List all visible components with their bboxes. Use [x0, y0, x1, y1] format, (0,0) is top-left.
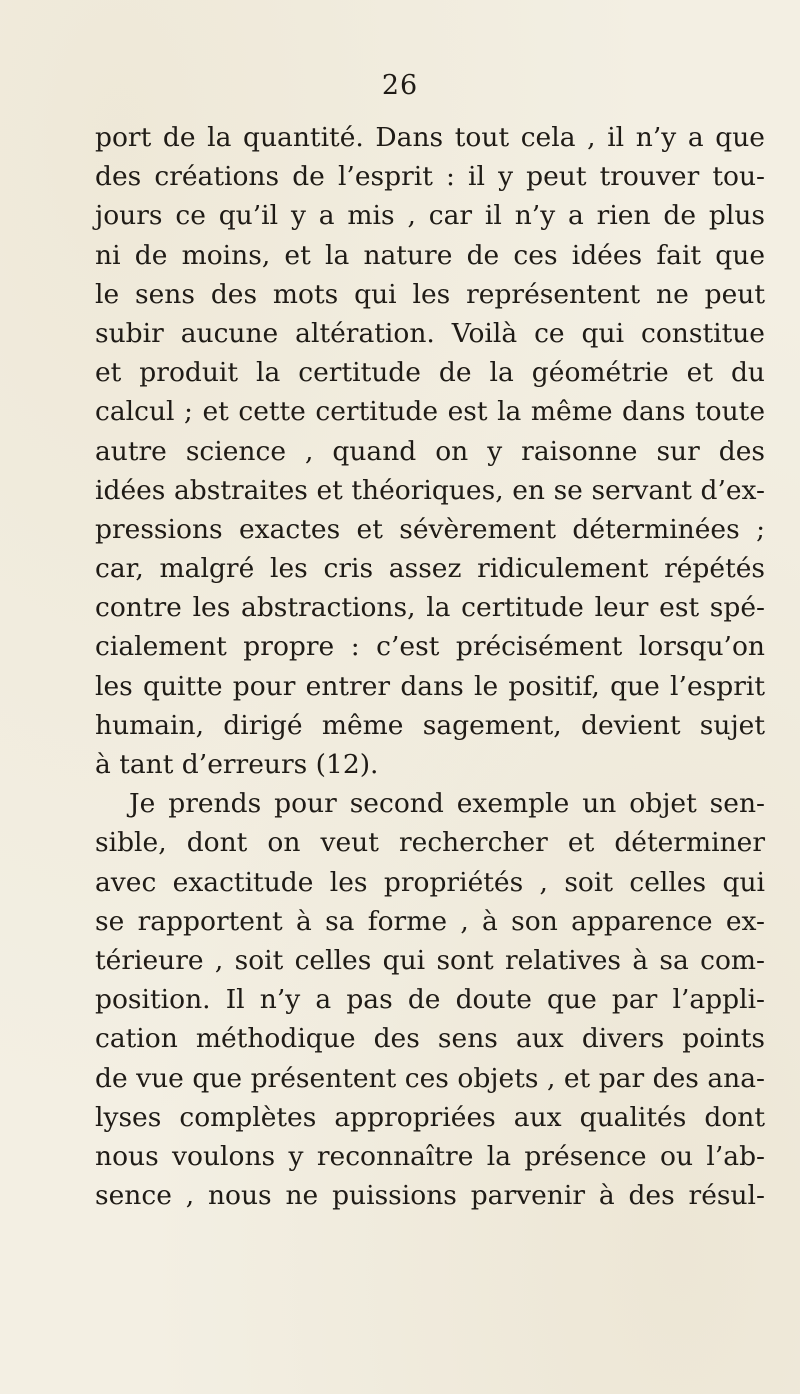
text-line: idées abstraites et théoriques, en se servant d’ex-	[95, 474, 765, 506]
text-line: cialement propre : c’est précisément lorsqu’on	[95, 631, 765, 663]
text-line: à tant d’erreurs (12).	[95, 749, 379, 780]
text-line: avec exactitude les propriétés , soit celles qui	[95, 866, 765, 898]
text-line: des créations de l’esprit : il y peut trouver tou-	[95, 161, 765, 193]
page-number: 26	[381, 70, 419, 101]
text-line: Je prends pour second exemple un objet sen-	[129, 788, 765, 820]
text-line: et produit la certitude de la géométrie et du	[95, 357, 765, 389]
text-line: les quitte pour entrer dans le positif, que l’esprit	[95, 670, 765, 702]
text-line: calcul ; et cette certitude est la même dans toute	[95, 396, 765, 428]
text-line: de vue que présentent ces objets , et par des ana-	[95, 1062, 765, 1094]
text-line: port de la quantité. Dans tout cela , il n’y a que	[95, 122, 765, 153]
text-line: sence , nous ne puissions parvenir à des résul-	[95, 1180, 765, 1212]
text-line: jours ce qu’il y a mis , car il n’y a rien de plus	[95, 200, 765, 232]
text-line: contre les abstractions, la certitude leur est spé-	[95, 592, 765, 624]
text-line: subir aucune altération. Voilà ce qui constitue	[95, 317, 765, 349]
text-line: lyses complètes appropriées aux qualités dont	[95, 1101, 765, 1133]
text-line: le sens des mots qui les représentent ne peut	[95, 278, 765, 310]
text-line: pressions exactes et sévèrement déterminées ;	[95, 513, 765, 545]
text-line: térieure , soit celles qui sont relatives à sa com-	[95, 944, 765, 976]
text-line: se rapportent à sa forme , à son apparence ex-	[95, 905, 765, 937]
text-line: position. Il n’y a pas de doute que par l’appli-	[95, 984, 765, 1016]
text-line: humain, dirigé même sagement, devient sujet	[95, 709, 765, 741]
text-line: ni de moins, et la nature de ces idées fait que	[95, 239, 765, 271]
text-line: sible, dont on veut rechercher et déterminer	[95, 827, 765, 859]
body-text	[95, 118, 765, 1215]
text-line: car, malgré les cris assez ridiculement répétés	[95, 553, 765, 585]
text-line: nous voulons y reconnaître la présence ou l’ab-	[95, 1140, 765, 1172]
text-line: cation méthodique des sens aux divers points	[95, 1023, 765, 1055]
text-line: autre science , quand on y raisonne sur des	[95, 435, 765, 467]
